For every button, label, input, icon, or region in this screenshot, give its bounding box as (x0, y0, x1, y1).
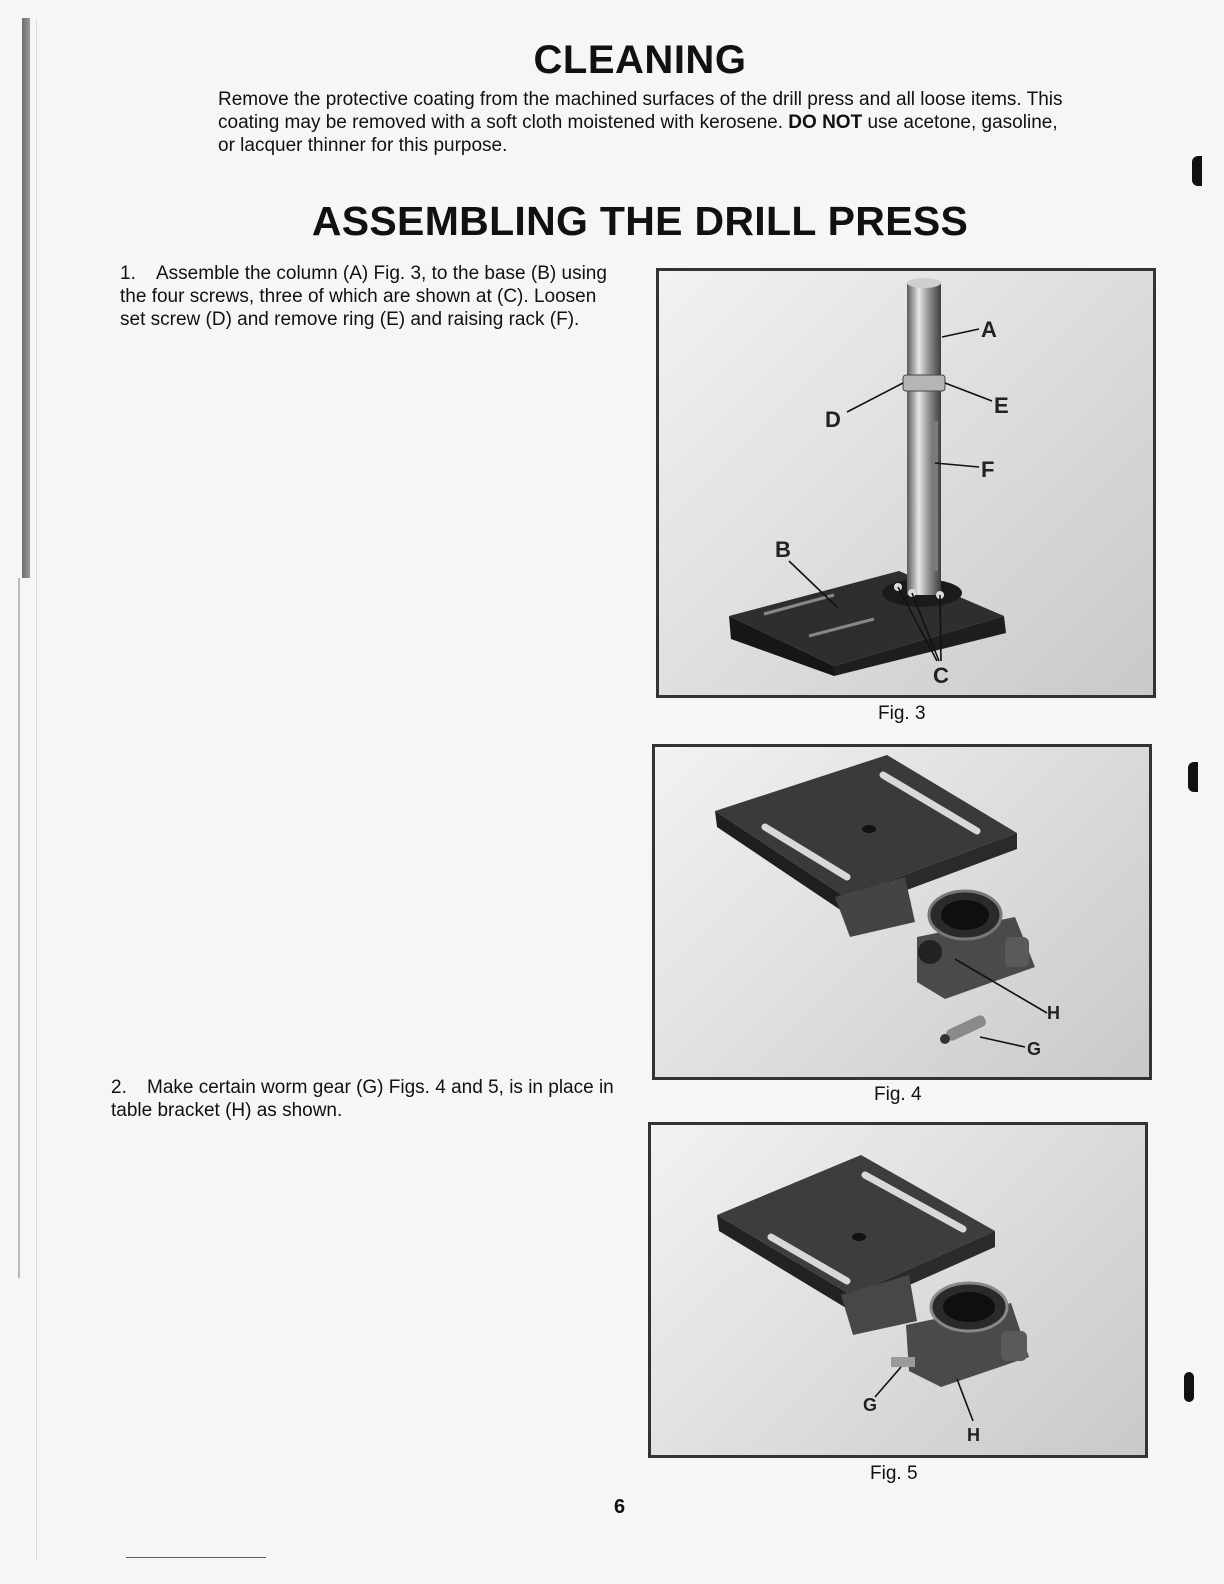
label-a: A (981, 317, 997, 342)
cleaning-text-part1: Remove the protective coating from the machined surfaces of the drill press and all loose items. This coating may be removed with a soft cloth moistened with kerosene. (218, 89, 1063, 133)
punch-hole-icon (1188, 762, 1198, 792)
scan-binding-edge-lower (18, 578, 20, 1278)
cleaning-paragraph (218, 88, 1078, 157)
cleaning-text-part2: use acetone, gasoline, or lacquer thinner for this purpose. (218, 112, 1058, 156)
label-h: H (967, 1425, 980, 1445)
scan-margin-line (36, 20, 37, 1560)
column-base-illustration (659, 271, 1153, 695)
worm-gear-icon (940, 1014, 988, 1044)
label-h: H (1047, 1003, 1060, 1023)
step-text: Assemble the column (A) Fig. 3, to the base (B) using the four screws, three of which are shown at (C). Loosen set screw (D) and remove ring (E) and raising rack (F). (120, 263, 607, 330)
footer-rule (126, 1557, 266, 1558)
label-g: G (863, 1395, 878, 1415)
step-number: 2. (111, 1077, 127, 1098)
scan-binding-edge (22, 18, 30, 578)
label-g: G (1027, 1039, 1042, 1059)
figure-5-table-bracket-assembled (648, 1122, 1148, 1458)
assembly-step-1 (120, 262, 620, 331)
label-f: F (981, 457, 995, 482)
column-ring (903, 375, 945, 391)
label-e: E (994, 393, 1009, 418)
page-number: 6 (614, 1496, 626, 1518)
step-number: 1. (120, 263, 136, 284)
label-b: B (775, 537, 791, 562)
figure-4-table-bracket (652, 744, 1152, 1080)
cleaning-title: CLEANING (533, 38, 747, 82)
label-c: C (933, 663, 949, 688)
figure-3-caption: Fig. 3 (878, 703, 926, 724)
figure-4-caption: Fig. 4 (874, 1084, 922, 1105)
punch-hole-icon (1192, 156, 1202, 186)
assembly-title: ASSEMBLING THE DRILL PRESS (311, 198, 969, 244)
label-d: D (825, 407, 841, 432)
figure-5-caption: Fig. 5 (870, 1463, 918, 1484)
figure-3-column-and-base (656, 268, 1156, 698)
table-bracket-assembled-illustration (651, 1125, 1145, 1455)
step-text: Make certain worm gear (G) Figs. 4 and 5, is in place in table bracket (H) as shown. (111, 1077, 614, 1121)
assembly-step-2 (111, 1076, 631, 1122)
punch-hole-icon (1184, 1372, 1194, 1402)
worm-gear-icon (891, 1357, 915, 1367)
raising-rack (931, 421, 938, 571)
table-bracket-illustration (655, 747, 1149, 1077)
cleaning-warning-emphasis: DO NOT (788, 112, 863, 133)
